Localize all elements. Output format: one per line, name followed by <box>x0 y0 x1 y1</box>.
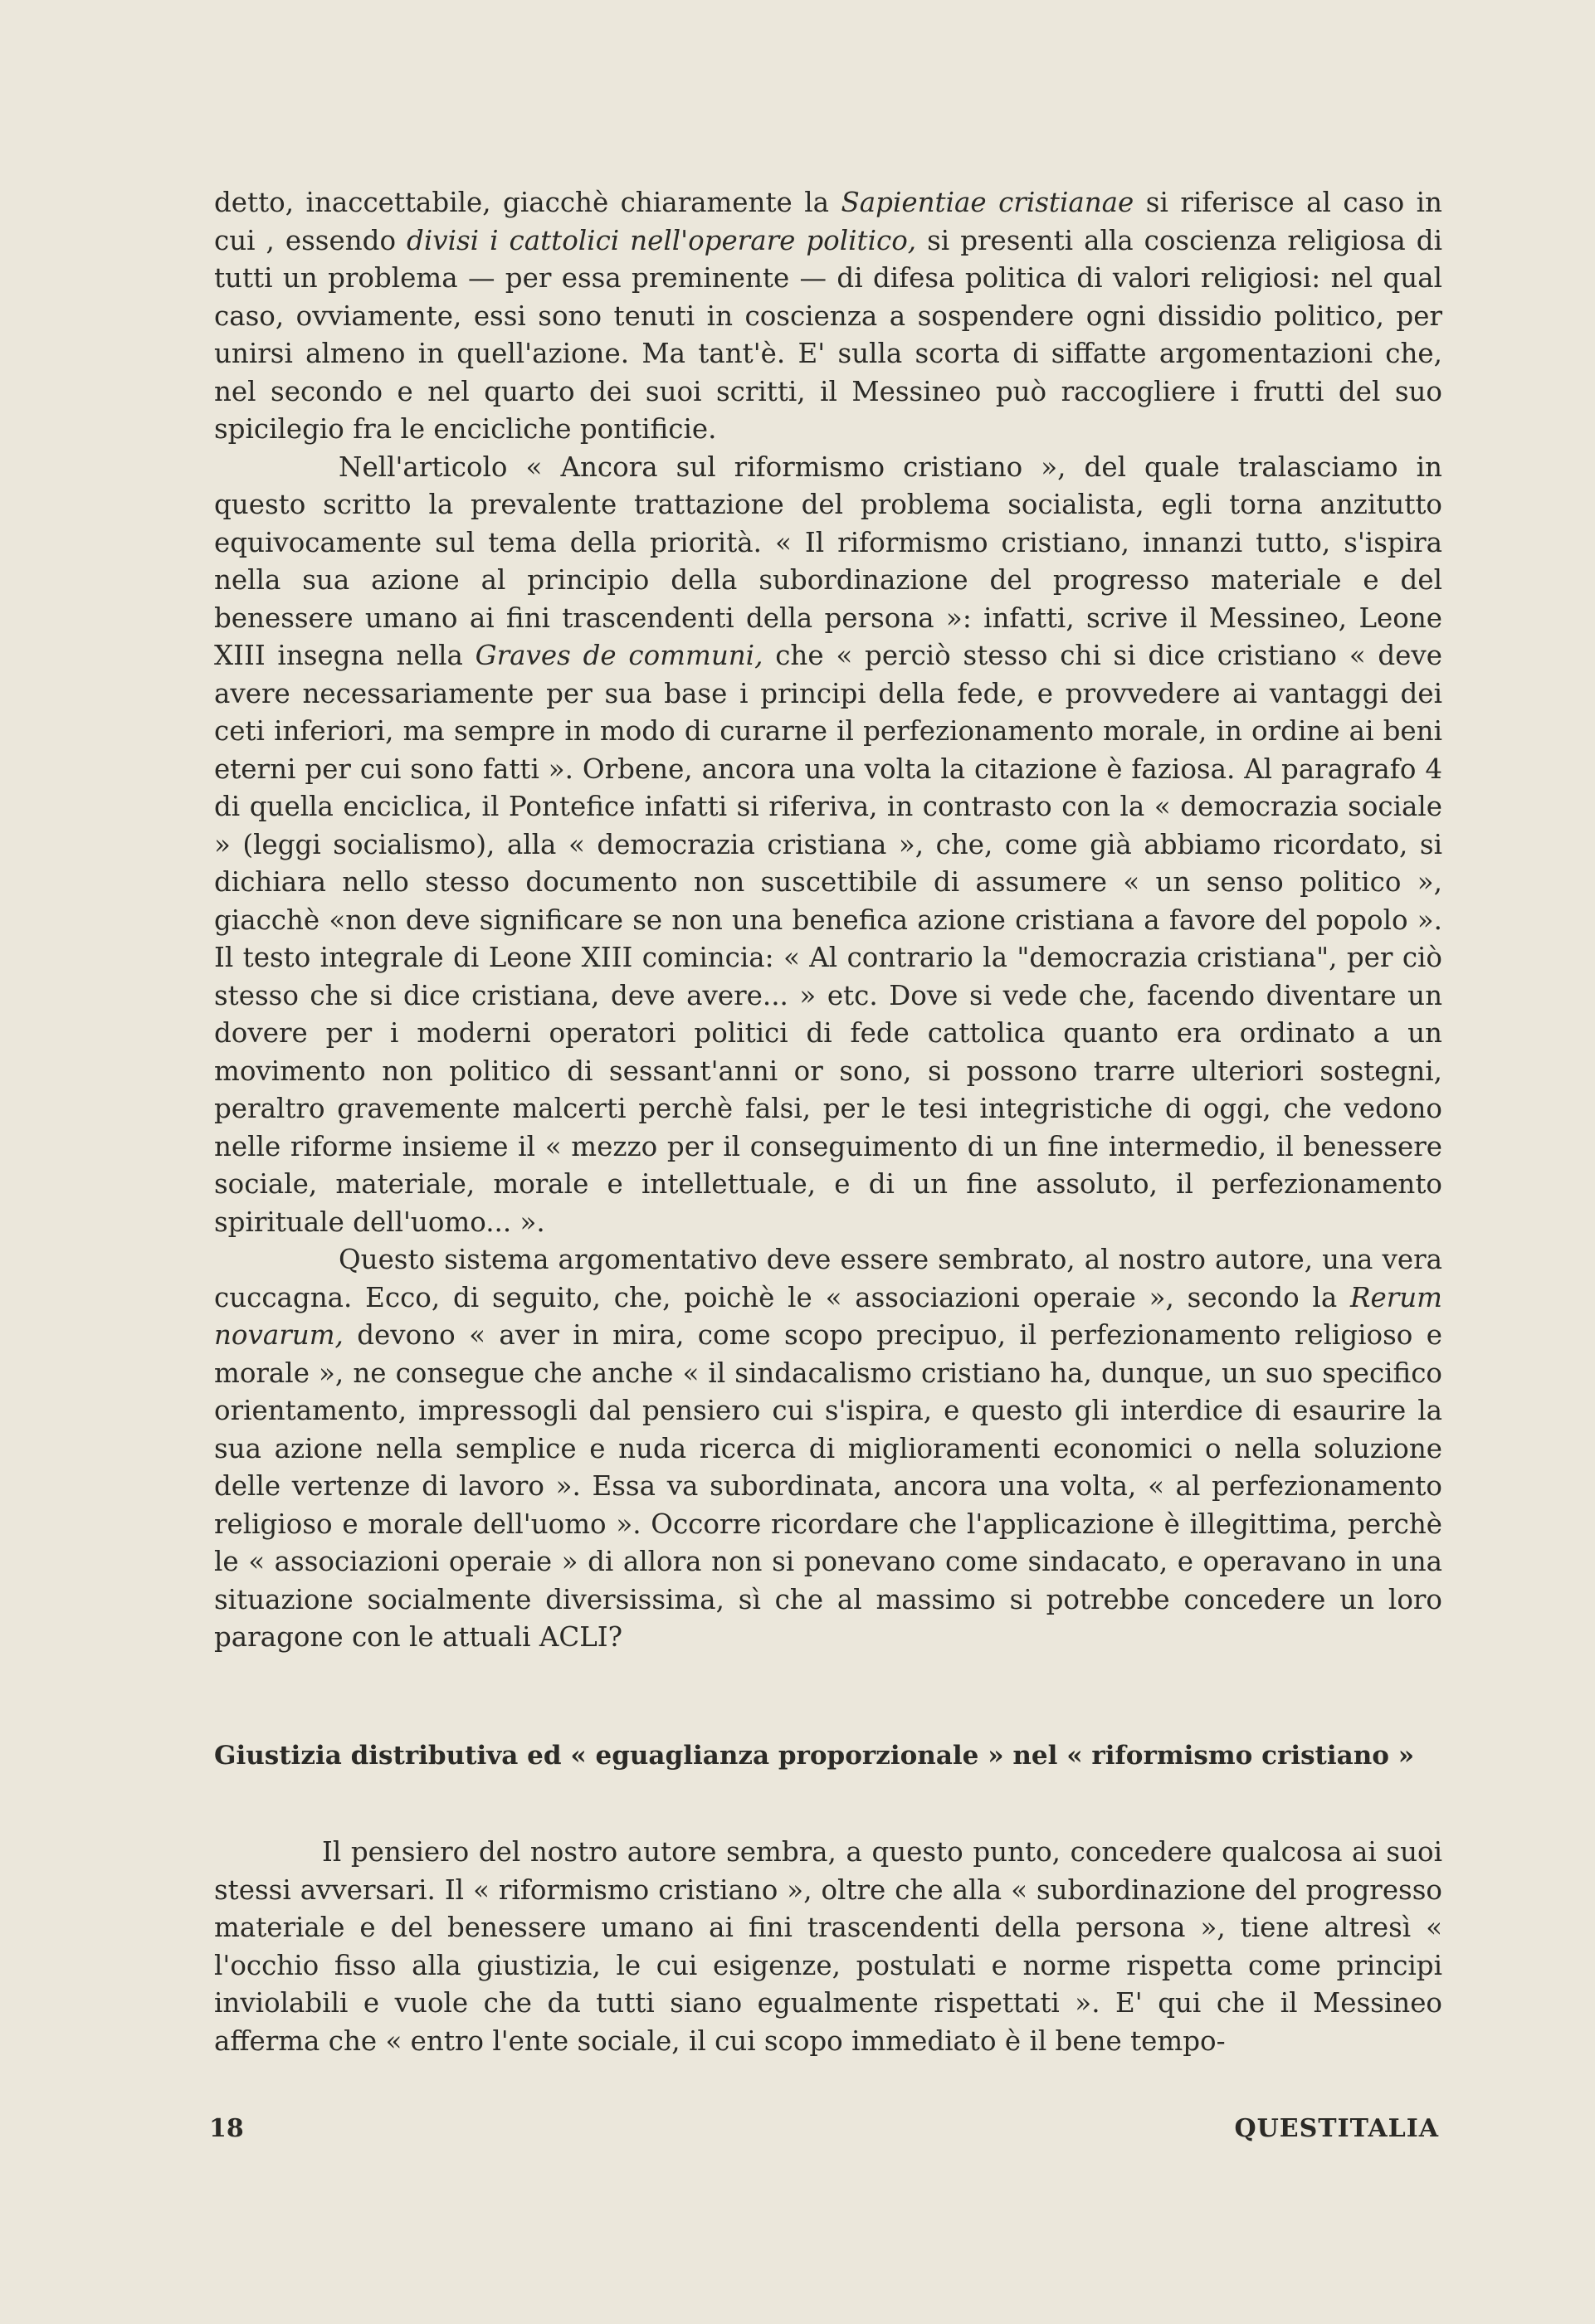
journal-name: QUESTITALIA <box>1234 2114 1439 2143</box>
paragraph-3 <box>214 1241 1442 1657</box>
text-run: si riferisce al caso in cui , essendo <box>214 187 1442 256</box>
text-run: Questo sistema argomentativo deve essere sembrato, al nostro autore, una vera cuccagna. Ecco, di seguito, che, poichè le « associazioni operaie », secondo la <box>214 1244 1442 1313</box>
text-run: detto, inaccettabile, giacchè chiaramente la <box>214 187 841 218</box>
section-heading: Giustizia distributiva ed « eguaglianza proporzionale » nel « riformismo cristiano » <box>214 1741 1415 1771</box>
italic-run: divisi i cattolici nell'operare politico, <box>407 224 917 256</box>
text-run: si presenti alla coscienza religiosa di tutti un problema — per essa preminente — di difesa politica di valori religiosi: nel qual caso, ovviamente, essi sono tenuti in coscienza a sospendere ogni dissidio politico, per unirsi almeno in quell'azione. Ma tant'è. E' sulla scorta di siffatte argomentazioni che, nel secondo e nel quarto dei suoi scritti, il Messineo può raccogliere i frutti del suo spicilegio fra le encicliche pontificie. <box>214 224 1442 445</box>
paragraph-1 <box>214 184 1442 449</box>
page-number: 18 <box>209 2114 244 2143</box>
paragraph-2 <box>214 449 1442 1242</box>
italic-run: Graves de communi, <box>475 640 763 671</box>
text-run: Nell'articolo « Ancora sul riformismo cristiano », del quale tralasciamo in questo scritto la prevalente trattazione del problema socialista, egli torna anzitutto equivocamente sul tema della priorità. « Il riformismo cristiano, innanzi tutto, s'ispira nella sua azione al principio della subordinazione del progresso materiale e del benessere umano ai fini trascendenti della persona »: infatti, scrive il Messineo, Leone XIII insegna nella <box>214 451 1442 671</box>
body-text <box>214 184 1442 1657</box>
italic-run: Rerum novarum, <box>214 1281 1442 1351</box>
text-run: devono « aver in mira, come scopo precipuo, il perfezionamento religioso e morale », ne consegue che anche « il sindacalismo cristiano ha, dunque, un suo specifico orientamento, impressogli dal pensiero cui s'ispira, e questo gli interdice di esaurire la sua azione nella semplice e nuda ricerca di miglioramenti economici o nella soluzione delle vertenze di lavoro ». Essa va subordinata, ancora una volta, « al perfezionamento religioso e morale dell'uomo ». Occorre ricordare che l'applicazione è illegittima, perchè le « associazioni operaie » di allora non si ponevano come sindacato, e operavano in una situazione socialmente diversissima, sì che al massimo si potrebbe concedere un loro paragone con le attuali ACLI? <box>214 1319 1442 1653</box>
section-body <box>214 1834 1442 2060</box>
italic-run: Sapientiae cristianae <box>841 187 1134 218</box>
text-run: che « perciò stesso chi si dice cristiano « deve avere necessariamente per sua base i principi della fede, e provvedere ai vantaggi dei ceti inferiori, ma sempre in modo di curarne il perfezionamento morale, in ordine ai beni eterni per cui sono fatti ». Orbene, ancora una volta la citazione è faziosa. Al paragrafo 4 di quella enciclica, il Pontefice infatti si riferiva, in contrasto con la « democrazia sociale » (leggi socialismo), alla « democrazia cristiana », che, come già abbiamo ricordato, si dichiara nello stesso documento non suscettibile di assumere « un senso politico », giacchè «non deve significare se non una benefica azione cristiana a favore del popolo ». Il testo integrale di Leone XIII comincia: « Al contrario la "democrazia cristiana", per ciò stesso che si dice cristiana, deve avere... » etc. Dove si vede che, facendo diventare un dovere per i moderni operatori politici di fede cattolica quanto era ordinato a un movimento non politico di sessant'anni or sono, si possono trarre ulteriori sostegni, peraltro gravemente malcerti perchè falsi, per le tesi integristiche di oggi, che vedono nelle riforme insieme il « mezzo per il conseguimento di un fine intermedio, il benessere sociale, materiale, morale e intellettuale, e di un fine assoluto, il perfezionamento spirituale dell'uomo... ». <box>214 640 1442 1238</box>
section-paragraph: Il pensiero del nostro autore sembra, a questo punto, concedere qualcosa ai suoi stessi avversari. Il « riformismo cristiano », oltre che alla « subordinazione del progresso materiale e del benessere umano ai fini trascendenti della persona », tiene altresì « l'occhio fisso alla giustizia, le cui esigenze, postulati e norme rispetta come principi inviolabili e vuole che da tutti siano egualmente rispettati ». E' qui che il Messineo afferma che « entro l'ente sociale, il cui scopo immediato è il bene tempo- <box>214 1836 1442 2057</box>
